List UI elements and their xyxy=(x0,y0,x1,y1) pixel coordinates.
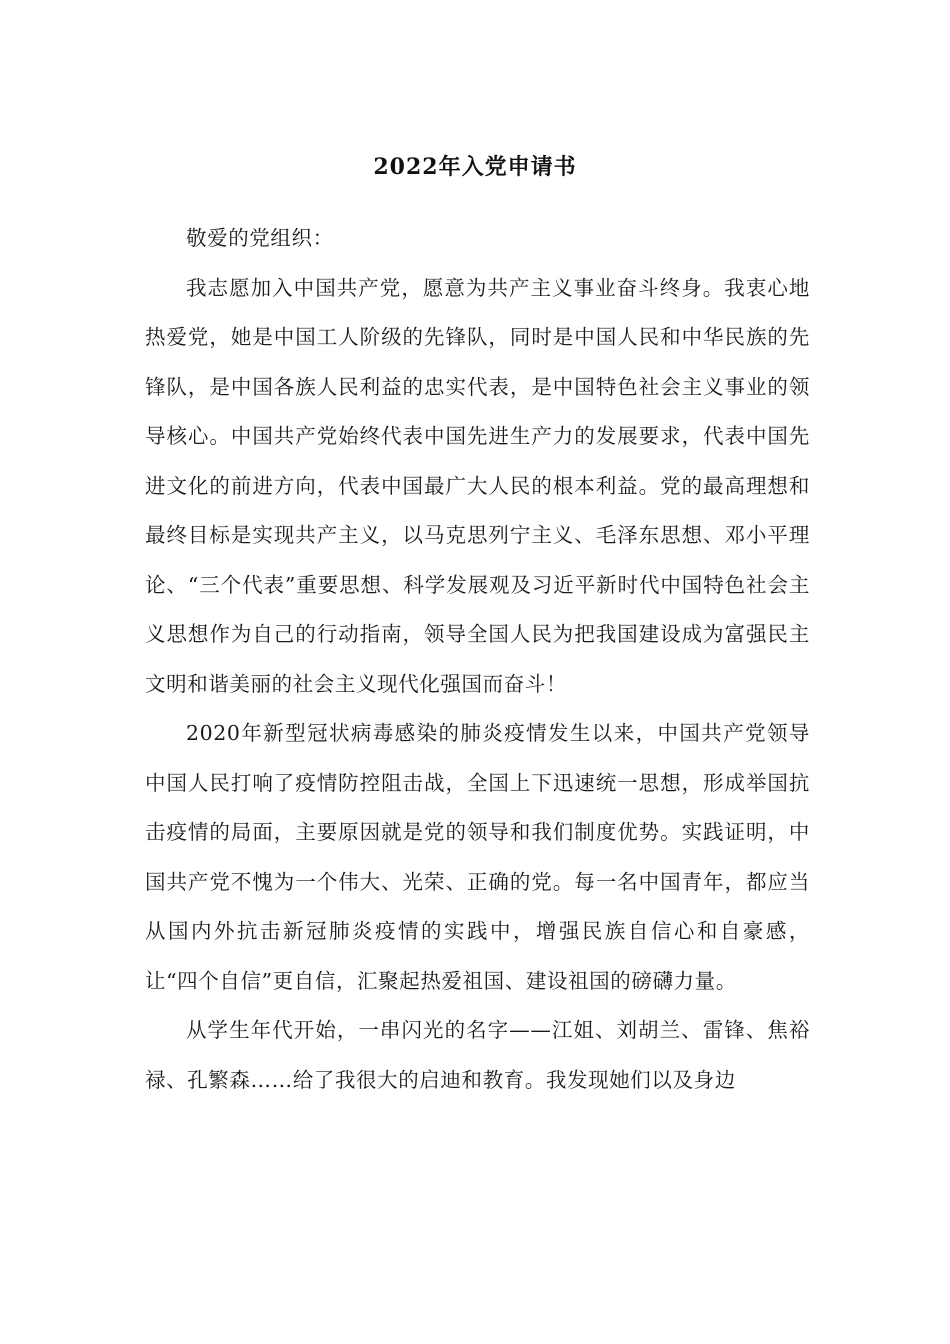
paragraph-2: 2020年新型冠状病毒感染的肺炎疫情发生以来，中国共产党领导中国人民打响了疫情防控阻击战，全国上下迅速统一思想，形成举国抗击疫情的局面，主要原因就是党的领导和我们制度优势。实践证明，中国共产党不愧为一个伟大、光荣、正确的党。每一名中国青年，都应当从国内外抗击新冠肺炎疫情的实践中，增强民族自信心和自豪感，让“四个自信”更自信，汇聚起热爱祖国、建设祖国的磅礴力量。 xyxy=(145,721,810,993)
salutation: 敬爱的党组织： xyxy=(186,226,334,250)
paragraph-1: 我志愿加入中国共产党，愿意为共产主义事业奋斗终身。我衷心地热爱党，她是中国工人阶级的先锋队，同时是中国人民和中华民族的先锋队，是中国各族人民利益的忠实代表，是中国特色社会主义事业的领导核心。中国共产党始终代表中国先进生产力的发展要求，代表中国先进文化的前进方向，代表中国最广大人民的根本利益。党的最高理想和最终目标是实现共产主义，以马克思列宁主义、毛泽东思想、邓小平理论、“三个代表”重要思想、科学发展观及习近平新时代中国特色社会主义思想作为自己的行动指南，领导全国人民为把我国建设成为富强民主文明和谐美丽的社会主义现代化强国而奋斗！ xyxy=(145,275,810,696)
document-title: 2022年入党申请书 xyxy=(373,154,577,180)
document-body xyxy=(145,214,810,1105)
paragraph-3: 从学生年代开始，一串闪光的名字——江姐、刘胡兰、雷锋、焦裕禄、孔繁森……给了我很大的启迪和教育。我发现她们以及身边 xyxy=(145,1018,810,1092)
